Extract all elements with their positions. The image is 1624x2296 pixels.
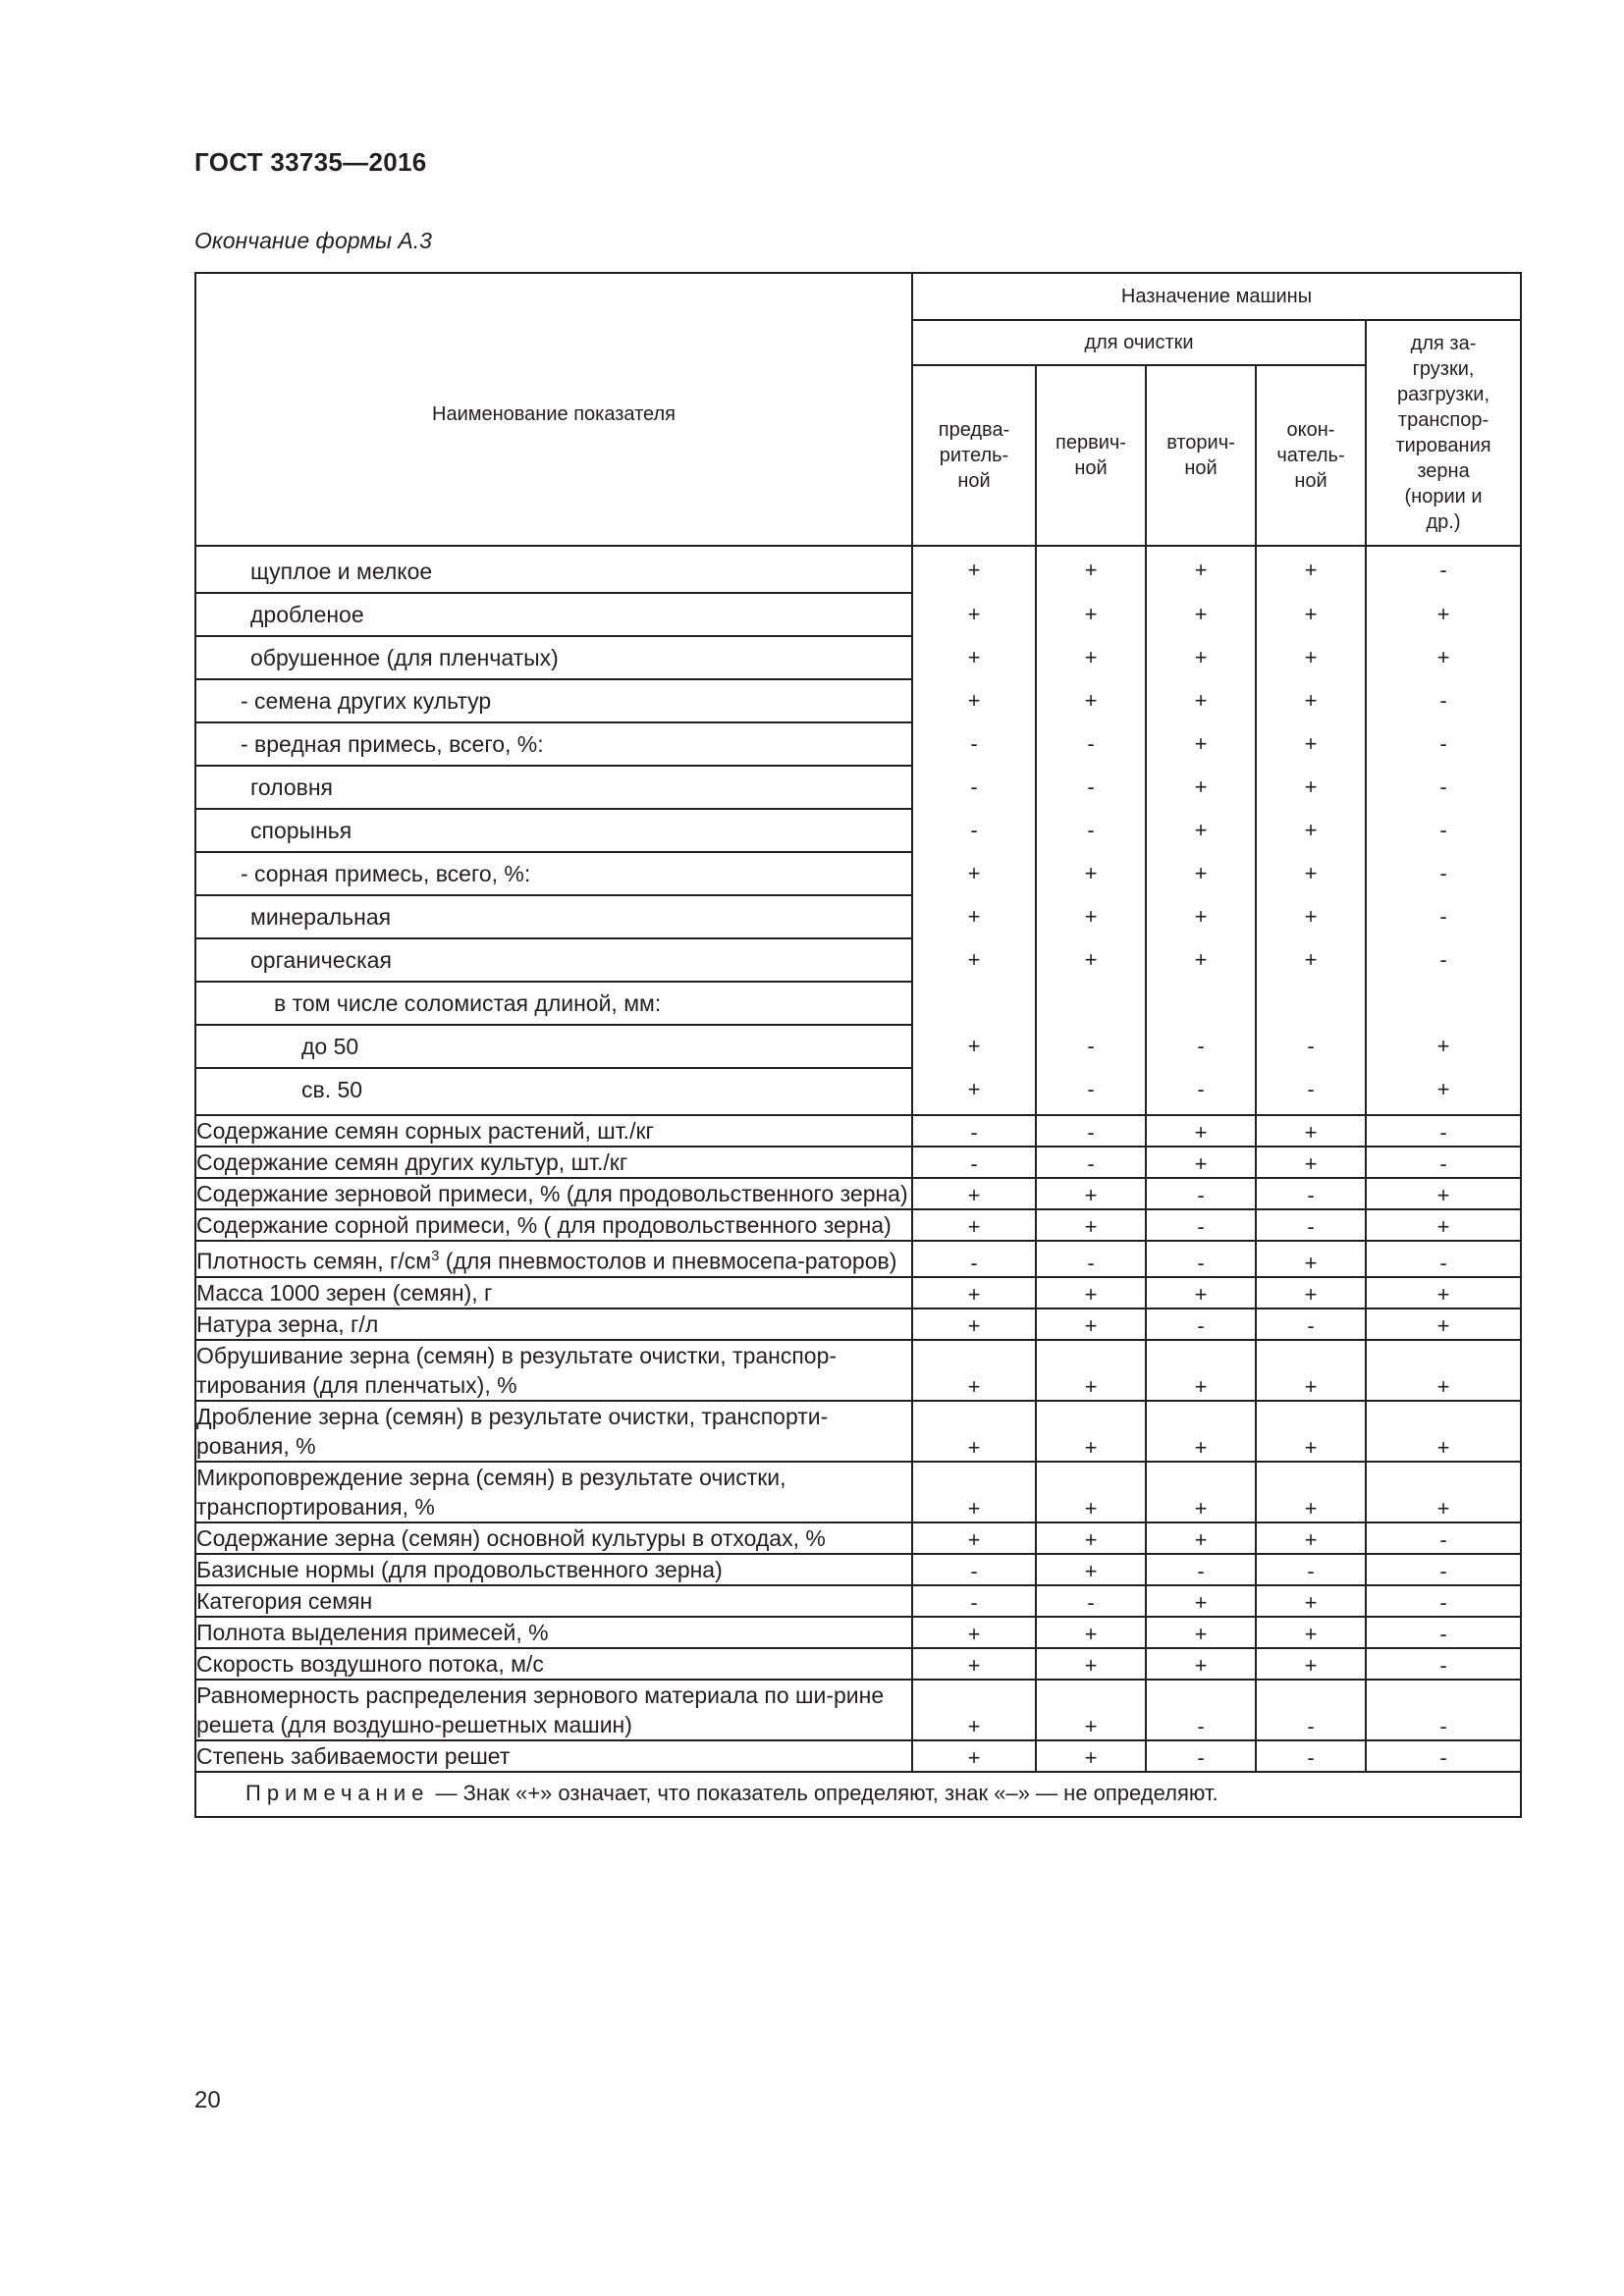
- mark-primary: -: [1036, 766, 1146, 809]
- header-line: вторич-: [1166, 432, 1235, 454]
- mark-secondary: +: [1146, 636, 1256, 679]
- header-line: транспор-: [1397, 409, 1489, 431]
- mark-final: +: [1256, 1648, 1366, 1680]
- indicator-name: Скорость воздушного потока, м/с: [195, 1648, 912, 1680]
- mark-loading: -: [1366, 1147, 1521, 1178]
- header-preliminary: [912, 365, 1036, 546]
- table-row: [195, 1178, 1521, 1209]
- mark-primary: +: [1036, 1680, 1146, 1740]
- mark-final: +: [1256, 1340, 1366, 1401]
- mark-primary: -: [1036, 1025, 1146, 1068]
- table-row: [195, 1585, 1521, 1617]
- header-machine-purpose: Назначение машины: [912, 273, 1521, 320]
- mark-loading: +: [1366, 1308, 1521, 1340]
- mark-secondary: +: [1146, 938, 1256, 982]
- mark-primary: +: [1036, 1340, 1146, 1401]
- mark-loading: -: [1366, 852, 1521, 895]
- mark-final: +: [1256, 1617, 1366, 1648]
- indicator-name: Дробление зерна (семян) в результате очистки, транспорти-рования, %: [195, 1401, 912, 1462]
- table-row: [195, 546, 1521, 593]
- indicator-name: Равномерность распределения зернового материала по ши-рине решета (для воздушно-решетных машин): [195, 1680, 912, 1740]
- mark-primary: +: [1036, 1401, 1146, 1462]
- table-row: [195, 1209, 1521, 1241]
- mark-preliminary: +: [912, 1178, 1036, 1209]
- mark-preliminary: +: [912, 1522, 1036, 1554]
- mark-secondary: [1146, 982, 1256, 1025]
- mark-final: +: [1256, 1241, 1366, 1277]
- mark-secondary: +: [1146, 1648, 1256, 1680]
- indicator-name: минеральная: [195, 895, 912, 938]
- mark-preliminary: +: [912, 938, 1036, 982]
- mark-loading: -: [1366, 1522, 1521, 1554]
- mark-secondary: -: [1146, 1025, 1256, 1068]
- table-row: [195, 1115, 1521, 1147]
- indicator-name: - семена других культур: [195, 679, 912, 722]
- table-row: [195, 809, 1521, 852]
- mark-secondary: +: [1146, 1340, 1256, 1401]
- mark-primary: [1036, 982, 1146, 1025]
- mark-primary: -: [1036, 1147, 1146, 1178]
- mark-primary: +: [1036, 1617, 1146, 1648]
- mark-primary: +: [1036, 1554, 1146, 1585]
- header-indicator-name: Наименование показателя: [195, 273, 912, 546]
- mark-final: +: [1256, 1462, 1366, 1522]
- mark-secondary: +: [1146, 1147, 1256, 1178]
- table-row: [195, 1648, 1521, 1680]
- table-row: [195, 895, 1521, 938]
- mark-preliminary: -: [912, 766, 1036, 809]
- mark-loading: -: [1366, 1648, 1521, 1680]
- mark-preliminary: -: [912, 1115, 1036, 1147]
- mark-primary: +: [1036, 1308, 1146, 1340]
- table-row: [195, 722, 1521, 766]
- mark-loading: -: [1366, 679, 1521, 722]
- mark-preliminary: +: [912, 1068, 1036, 1115]
- mark-secondary: +: [1146, 809, 1256, 852]
- superscript: 3: [431, 1248, 440, 1264]
- mark-preliminary: -: [912, 1554, 1036, 1585]
- indicator-name: Микроповреждение зерна (семян) в результате очистки, транспортирования, %: [195, 1462, 912, 1522]
- mark-primary: -: [1036, 1585, 1146, 1617]
- mark-preliminary: +: [912, 1680, 1036, 1740]
- mark-primary: +: [1036, 1178, 1146, 1209]
- table-row: [195, 1522, 1521, 1554]
- header-line: первич-: [1056, 432, 1126, 454]
- header-for-cleaning: для очистки: [912, 320, 1366, 365]
- mark-primary: +: [1036, 1740, 1146, 1772]
- table-row: [195, 1401, 1521, 1462]
- mark-loading: +: [1366, 1277, 1521, 1308]
- table-row: [195, 1554, 1521, 1585]
- mark-primary: -: [1036, 809, 1146, 852]
- mark-preliminary: -: [912, 1585, 1036, 1617]
- mark-final: +: [1256, 593, 1366, 636]
- mark-final: +: [1256, 1277, 1366, 1308]
- mark-final: +: [1256, 679, 1366, 722]
- mark-loading: -: [1366, 766, 1521, 809]
- table-row: [195, 938, 1521, 982]
- mark-primary: +: [1036, 895, 1146, 938]
- mark-final: -: [1256, 1554, 1366, 1585]
- indicator-name: щуплое и мелкое: [195, 546, 912, 593]
- mark-final: [1256, 982, 1366, 1025]
- mark-loading: -: [1366, 1740, 1521, 1772]
- header-line: ритель-: [939, 445, 1009, 466]
- header-line: др.): [1426, 511, 1461, 533]
- table-row: [195, 1340, 1521, 1401]
- mark-secondary: +: [1146, 852, 1256, 895]
- table-row: [195, 1147, 1521, 1178]
- standard-designation: ГОСТ 33735—2016: [194, 147, 427, 177]
- header-line: (нории и: [1404, 486, 1483, 507]
- header-line: грузки,: [1412, 358, 1475, 380]
- mark-secondary: +: [1146, 722, 1256, 766]
- mark-final: +: [1256, 1401, 1366, 1462]
- mark-secondary: -: [1146, 1740, 1256, 1772]
- mark-final: +: [1256, 895, 1366, 938]
- mark-preliminary: +: [912, 852, 1036, 895]
- table-row: [195, 636, 1521, 679]
- indicator-name: спорынья: [195, 809, 912, 852]
- mark-loading: +: [1366, 1025, 1521, 1068]
- mark-loading: +: [1366, 1340, 1521, 1401]
- indicator-name: - сорная примесь, всего, %:: [195, 852, 912, 895]
- mark-loading: +: [1366, 1209, 1521, 1241]
- indicator-name: - вредная примесь, всего, %:: [195, 722, 912, 766]
- mark-primary: +: [1036, 1209, 1146, 1241]
- header-line: тирования: [1395, 435, 1491, 456]
- header-line: предва-: [938, 419, 1010, 441]
- table-row: [195, 852, 1521, 895]
- mark-preliminary: -: [912, 722, 1036, 766]
- mark-primary: -: [1036, 722, 1146, 766]
- mark-final: -: [1256, 1209, 1366, 1241]
- mark-loading: +: [1366, 1401, 1521, 1462]
- table-row: [195, 1025, 1521, 1068]
- table-row: [195, 1462, 1521, 1522]
- mark-secondary: -: [1146, 1209, 1256, 1241]
- table-note: [195, 1772, 1521, 1817]
- table-row: [195, 679, 1521, 722]
- mark-primary: +: [1036, 938, 1146, 982]
- mark-preliminary: -: [912, 809, 1036, 852]
- mark-final: -: [1256, 1068, 1366, 1115]
- mark-loading: -: [1366, 895, 1521, 938]
- indicator-name: дробленое: [195, 593, 912, 636]
- indicator-name: [195, 1241, 912, 1277]
- mark-primary: +: [1036, 1277, 1146, 1308]
- mark-secondary: +: [1146, 679, 1256, 722]
- table-row: [195, 1277, 1521, 1308]
- mark-loading: -: [1366, 938, 1521, 982]
- mark-preliminary: +: [912, 1308, 1036, 1340]
- mark-secondary: +: [1146, 1617, 1256, 1648]
- indicator-name: Базисные нормы (для продовольственного зерна): [195, 1554, 912, 1585]
- mark-final: +: [1256, 1147, 1366, 1178]
- mark-loading: [1366, 982, 1521, 1025]
- mark-preliminary: +: [912, 895, 1036, 938]
- mark-primary: +: [1036, 852, 1146, 895]
- indicator-name: Масса 1000 зерен (семян), г: [195, 1277, 912, 1308]
- indicator-name: Содержание зерна (семян) основной культуры в отходах, %: [195, 1522, 912, 1554]
- indicators-table: [194, 272, 1522, 1818]
- mark-preliminary: +: [912, 593, 1036, 636]
- mark-loading: -: [1366, 1115, 1521, 1147]
- mark-secondary: +: [1146, 1115, 1256, 1147]
- mark-loading: -: [1366, 722, 1521, 766]
- mark-secondary: -: [1146, 1680, 1256, 1740]
- table-row: [195, 1241, 1521, 1277]
- mark-final: +: [1256, 546, 1366, 593]
- header-for-loading: [1366, 320, 1521, 546]
- header-secondary: [1146, 365, 1256, 546]
- mark-final: -: [1256, 1178, 1366, 1209]
- mark-primary: +: [1036, 1522, 1146, 1554]
- mark-loading: -: [1366, 1617, 1521, 1648]
- mark-primary: +: [1036, 679, 1146, 722]
- mark-secondary: -: [1146, 1068, 1256, 1115]
- indicator-name: Содержание зерновой примеси, % (для продовольственного зерна): [195, 1178, 912, 1209]
- mark-loading: -: [1366, 1554, 1521, 1585]
- mark-final: +: [1256, 852, 1366, 895]
- mark-preliminary: +: [912, 1277, 1036, 1308]
- mark-secondary: +: [1146, 1462, 1256, 1522]
- continuation-caption: Окончание формы А.3: [194, 228, 432, 253]
- mark-preliminary: +: [912, 1401, 1036, 1462]
- mark-final: -: [1256, 1025, 1366, 1068]
- note-text: — Знак «+» означает, что показатель определяют, знак «–» — не определяют.: [429, 1780, 1218, 1805]
- mark-final: +: [1256, 1522, 1366, 1554]
- indicator-name: органическая: [195, 938, 912, 982]
- indicator-name: Натура зерна, г/л: [195, 1308, 912, 1340]
- mark-final: +: [1256, 766, 1366, 809]
- table-row: [195, 1617, 1521, 1648]
- mark-secondary: -: [1146, 1308, 1256, 1340]
- header-primary: [1036, 365, 1146, 546]
- mark-preliminary: +: [912, 1025, 1036, 1068]
- header-line: зерна: [1417, 460, 1470, 482]
- mark-primary: +: [1036, 546, 1146, 593]
- mark-final: -: [1256, 1680, 1366, 1740]
- table-row: [195, 766, 1521, 809]
- indicator-name: Категория семян: [195, 1585, 912, 1617]
- indicator-name: Обрушивание зерна (семян) в результате очистки, транспор-тирования (для пленчатых), %: [195, 1340, 912, 1401]
- mark-loading: +: [1366, 1068, 1521, 1115]
- mark-primary: -: [1036, 1068, 1146, 1115]
- mark-loading: +: [1366, 636, 1521, 679]
- indicator-name: св. 50: [195, 1068, 912, 1115]
- indicator-name: головня: [195, 766, 912, 809]
- mark-primary: +: [1036, 636, 1146, 679]
- header-line: чатель-: [1276, 445, 1345, 466]
- mark-primary: -: [1036, 1241, 1146, 1277]
- mark-primary: +: [1036, 1648, 1146, 1680]
- indicator-name: Содержание семян других культур, шт./кг: [195, 1147, 912, 1178]
- indicator-name-part: Плотность семян, г/см: [196, 1248, 432, 1274]
- indicator-name: Степень забиваемости решет: [195, 1740, 912, 1772]
- table-row: [195, 1680, 1521, 1740]
- mark-loading: -: [1366, 1680, 1521, 1740]
- mark-primary: +: [1036, 593, 1146, 636]
- mark-loading: -: [1366, 546, 1521, 593]
- header-line: ной: [957, 470, 991, 492]
- header-final: [1256, 365, 1366, 546]
- table-row: [195, 1068, 1521, 1115]
- page-number: 20: [194, 2087, 221, 2113]
- mark-preliminary: +: [912, 1340, 1036, 1401]
- mark-final: +: [1256, 938, 1366, 982]
- mark-preliminary: +: [912, 636, 1036, 679]
- mark-secondary: -: [1146, 1241, 1256, 1277]
- mark-loading: -: [1366, 1241, 1521, 1277]
- mark-final: -: [1256, 1740, 1366, 1772]
- mark-secondary: +: [1146, 1277, 1256, 1308]
- header-line: ной: [1184, 457, 1218, 479]
- indicator-name: до 50: [195, 1025, 912, 1068]
- mark-preliminary: +: [912, 679, 1036, 722]
- mark-secondary: +: [1146, 546, 1256, 593]
- table-row: [195, 1308, 1521, 1340]
- indicator-name: обрушенное (для пленчатых): [195, 636, 912, 679]
- indicator-name: Содержание сорной примеси, % ( для продовольственного зерна): [195, 1209, 912, 1241]
- table-row: [195, 593, 1521, 636]
- mark-preliminary: +: [912, 546, 1036, 593]
- mark-preliminary: +: [912, 1209, 1036, 1241]
- mark-primary: -: [1036, 1115, 1146, 1147]
- mark-preliminary: -: [912, 1147, 1036, 1178]
- mark-loading: +: [1366, 1462, 1521, 1522]
- mark-secondary: +: [1146, 895, 1256, 938]
- mark-final: +: [1256, 1585, 1366, 1617]
- mark-preliminary: +: [912, 1648, 1036, 1680]
- indicator-name: Содержание семян сорных растений, шт./кг: [195, 1115, 912, 1147]
- mark-final: +: [1256, 636, 1366, 679]
- header-line: окон-: [1286, 419, 1335, 441]
- mark-secondary: +: [1146, 1401, 1256, 1462]
- mark-preliminary: +: [912, 1740, 1036, 1772]
- mark-final: -: [1256, 1308, 1366, 1340]
- mark-loading: -: [1366, 809, 1521, 852]
- table-row: [195, 1740, 1521, 1772]
- mark-final: +: [1256, 809, 1366, 852]
- header-line: для за-: [1410, 333, 1477, 354]
- indicator-name: в том числе соломистая длиной, мм:: [195, 982, 912, 1025]
- mark-secondary: -: [1146, 1178, 1256, 1209]
- mark-secondary: +: [1146, 1522, 1256, 1554]
- header-line: разгрузки,: [1396, 384, 1490, 405]
- mark-loading: +: [1366, 593, 1521, 636]
- mark-loading: -: [1366, 1585, 1521, 1617]
- header-line: ной: [1074, 457, 1108, 479]
- header-line: ной: [1294, 470, 1327, 492]
- mark-secondary: +: [1146, 1585, 1256, 1617]
- mark-final: +: [1256, 722, 1366, 766]
- mark-primary: +: [1036, 1462, 1146, 1522]
- mark-final: +: [1256, 1115, 1366, 1147]
- indicator-name: Полнота выделения примесей, %: [195, 1617, 912, 1648]
- mark-preliminary: +: [912, 1462, 1036, 1522]
- mark-preliminary: +: [912, 1617, 1036, 1648]
- mark-secondary: -: [1146, 1554, 1256, 1585]
- mark-secondary: +: [1146, 593, 1256, 636]
- note-label: Примечание: [245, 1780, 430, 1805]
- mark-preliminary: [912, 982, 1036, 1025]
- table-row: [195, 982, 1521, 1025]
- indicator-name-part: (для пневмостолов и пневмосепа-раторов): [439, 1248, 897, 1274]
- mark-preliminary: -: [912, 1241, 1036, 1277]
- mark-secondary: +: [1146, 766, 1256, 809]
- mark-loading: +: [1366, 1178, 1521, 1209]
- note-row: [195, 1772, 1521, 1817]
